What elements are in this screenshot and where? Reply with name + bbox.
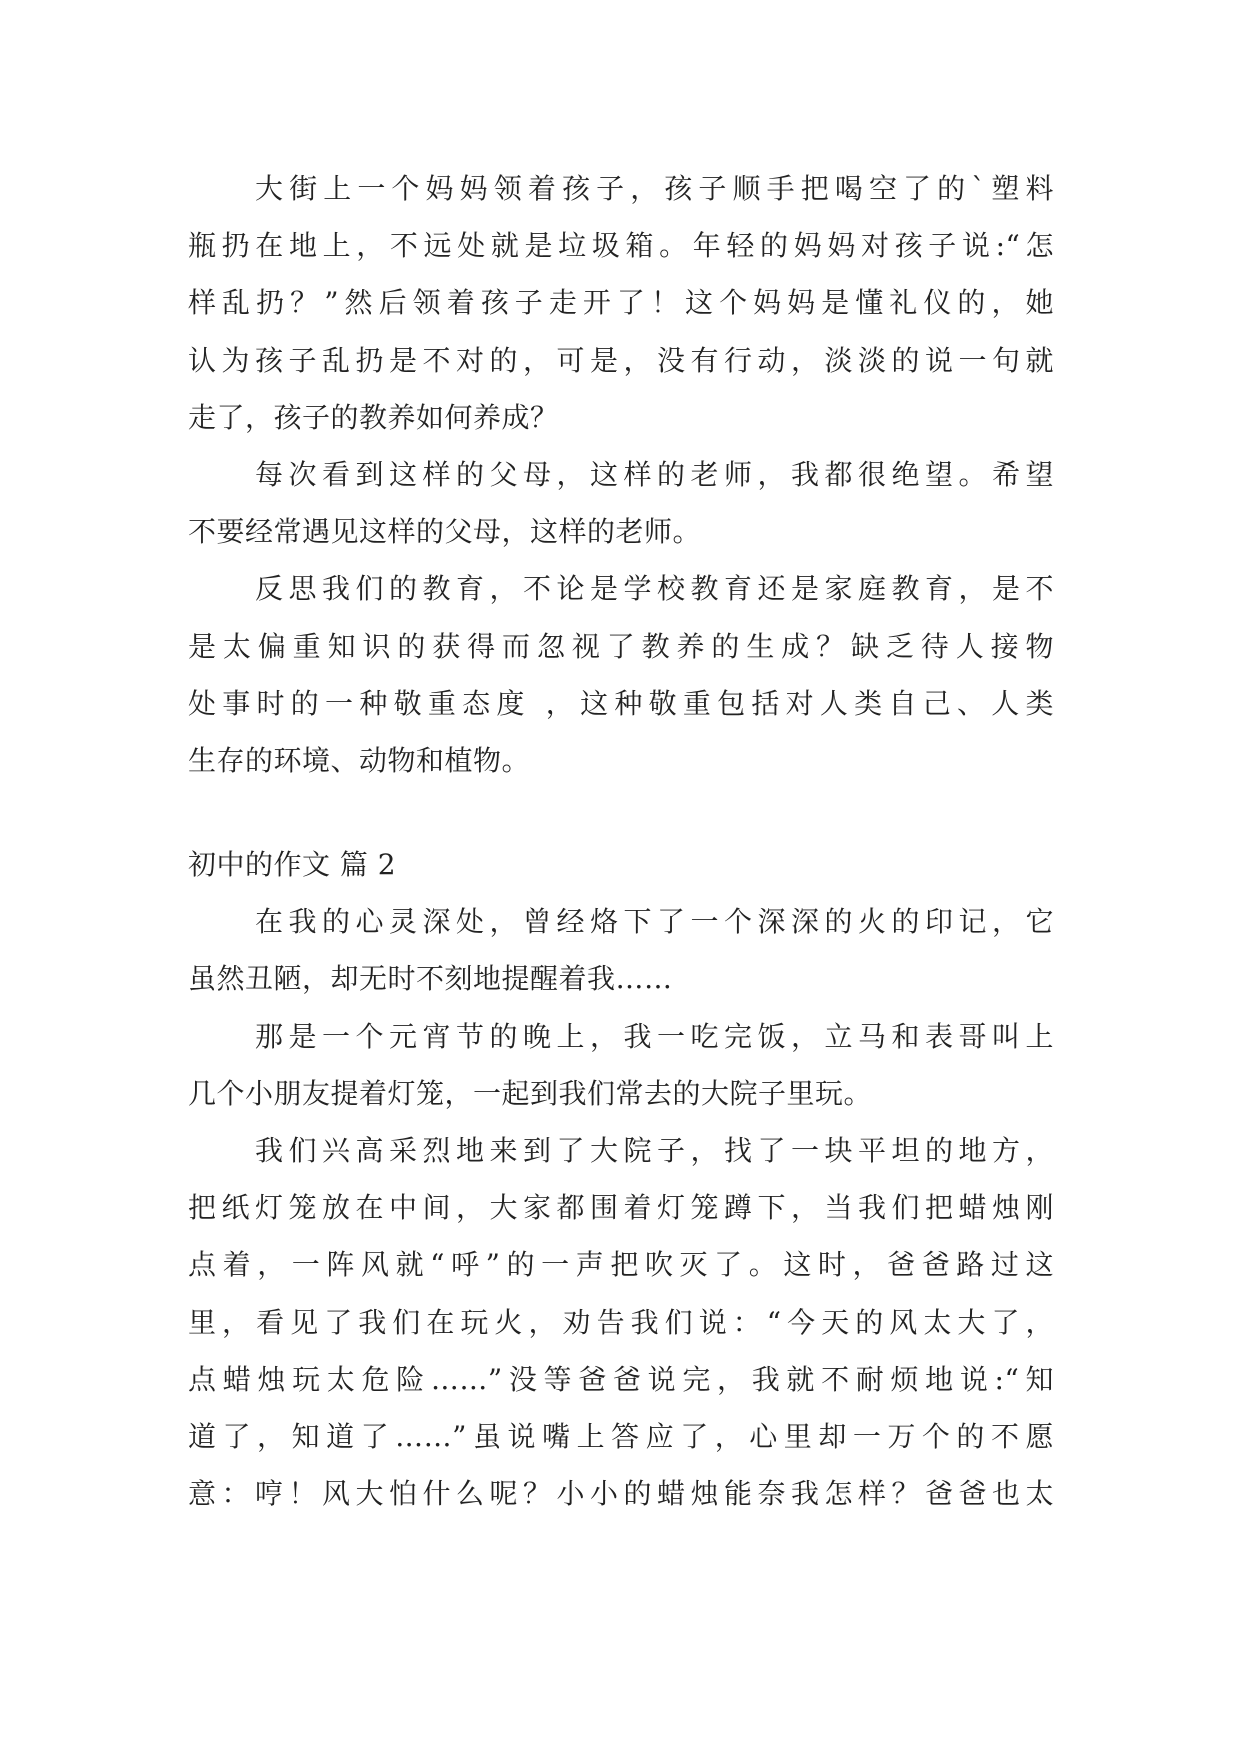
text-line: 是太偏重知识的获得而忽视了教养的生成？缺乏待人接物	[188, 629, 1054, 663]
text-line: 虽然丑陋，却无时不刻地提醒着我……	[188, 962, 673, 996]
text-line: 那是一个元宵节的晚上，我一吃完饭，立马和表哥叫上	[255, 1019, 1054, 1053]
text-line: 生存的环境、动物和植物。	[188, 743, 531, 777]
text-line: 样乱扔？”然后领着孩子走开了！这个妈妈是懂礼仪的，她	[188, 286, 1054, 320]
text-line: 处事时的一种敬重态度 ，这种敬重包括对人类自己、人类	[188, 686, 1054, 720]
text-line: 把纸灯笼放在中间，大家都围着灯笼蹲下，当我们把蜡烛刚	[188, 1191, 1054, 1225]
text-line: 反思我们的教育，不论是学校教育还是家庭教育，是不	[255, 572, 1054, 606]
section-title: 初中的作文 篇 2	[188, 848, 397, 882]
text-line: 几个小朋友提着灯笼，一起到我们常去的大院子里玩。	[188, 1076, 873, 1110]
text-line: 点蜡烛玩太危险……”没等爸爸说完，我就不耐烦地说:“知	[188, 1362, 1054, 1396]
paragraph	[188, 1008, 1054, 1122]
text-line: 每次看到这样的父母，这样的老师，我都很绝望。希望	[255, 457, 1054, 491]
paragraph	[188, 1122, 1054, 1522]
text-line: 不要经常遇见这样的父母，这样的老师。	[188, 515, 702, 549]
text-line: 我们兴高采烈地来到了大院子，找了一块平坦的地方，	[255, 1134, 1054, 1167]
paragraph	[188, 893, 1054, 1007]
text-line: 道了，知道了……”虽说嘴上答应了，心里却一万个的不愿	[188, 1419, 1054, 1453]
text-line: 大街上一个妈妈领着孩子，孩子顺手把喝空了的`塑料	[255, 172, 1054, 205]
paragraph	[188, 160, 1054, 446]
text-line: 瓶扔在地上，不远处就是垃圾箱。年轻的妈妈对孩子说:“怎	[188, 229, 1054, 263]
section-gap	[188, 789, 1054, 836]
document-page	[188, 160, 1054, 1522]
paragraph	[188, 560, 1054, 789]
text-line: 意：哼！风大怕什么呢？小小的蜡烛能奈我怎样？爸爸也太	[188, 1477, 1054, 1511]
text-line: 里，看见了我们在玩火，劝告我们说：“今天的风太大了，	[188, 1305, 1054, 1339]
text-line: 走了，孩子的教养如何养成？	[188, 400, 559, 434]
text-line: 点着，一阵风就“呼”的一声把吹灭了。这时，爸爸路过这	[188, 1248, 1054, 1282]
paragraph	[188, 446, 1054, 560]
text-line: 认为孩子乱扔是不对的，可是，没有行动，淡淡的说一句就	[188, 343, 1054, 377]
text-line: 在我的心灵深处，曾经烙下了一个深深的火的印记，它	[255, 905, 1054, 939]
